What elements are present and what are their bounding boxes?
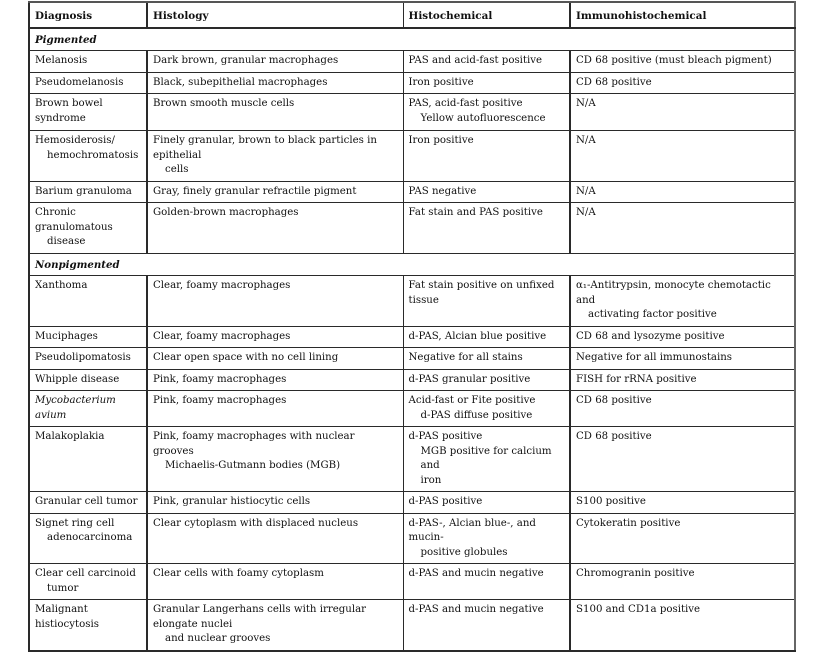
- table-row: [29, 564, 795, 600]
- cell-text-line: Negative for all stains: [408, 352, 523, 363]
- cell-diagnosis: [29, 369, 147, 391]
- cell-histochemical: [403, 513, 570, 564]
- cell-immunohistochemical: [570, 427, 795, 492]
- cell-diagnosis: [29, 513, 147, 564]
- cell-text-line: CD 68 positive: [576, 395, 652, 406]
- cell-histology: [147, 427, 403, 492]
- cell-text-line: α₁-Antitrypsin, monocyte chemotactic and: [576, 280, 771, 306]
- cell-text-line: Granular cell tumor: [35, 496, 138, 507]
- cell-text-line: hemochromatosis: [47, 149, 139, 161]
- cell-text-line: PAS, acid-fast positive: [408, 98, 523, 109]
- cell-text-line: Fat stain and PAS positive: [408, 207, 543, 218]
- table-row: [29, 391, 795, 427]
- cell-text-line: Muciphages: [35, 330, 98, 342]
- cell-histochemical: [403, 94, 570, 131]
- cell-diagnosis: [29, 326, 147, 348]
- table-row: [29, 326, 795, 348]
- cell-text-line: Iron positive: [408, 135, 474, 146]
- cell-text-line: Clear cytoplasm with displaced nucleus: [153, 517, 359, 529]
- cell-text-line: Clear, foamy macrophages: [153, 330, 291, 342]
- cell-text-line: Barium granuloma: [35, 185, 132, 197]
- cell-text-line: S100 positive: [576, 496, 646, 507]
- cell-text-line: Malakoplakia: [35, 431, 105, 442]
- cell-text-line: Golden-brown macrophages: [153, 207, 299, 218]
- cell-text-line: Brown bowel syndrome: [35, 98, 103, 124]
- cell-text-line: Pseudolipomatosis: [35, 352, 131, 363]
- cell-text-line: Cytokeratin positive: [576, 517, 681, 529]
- cell-histology: [147, 276, 403, 327]
- section-title: Pigmented: [29, 28, 795, 51]
- header-histology: Histology: [147, 2, 403, 28]
- cell-histology: [147, 326, 403, 348]
- cell-text-line: N/A: [576, 135, 596, 146]
- cell-immunohistochemical: [570, 203, 795, 254]
- cell-text-line: FISH for rRNA positive: [576, 373, 697, 385]
- cell-histochemical: [403, 369, 570, 391]
- table-row: [29, 72, 795, 94]
- cell-diagnosis: [29, 492, 147, 514]
- cell-text-line: Whipple disease: [35, 373, 120, 385]
- cell-histochemical: [403, 564, 570, 600]
- cell-histochemical: [403, 391, 570, 427]
- cell-text-line: d-PAS and mucin negative: [408, 568, 544, 579]
- cell-text-line: Hemosiderosis/: [35, 135, 115, 146]
- cell-histology: [147, 131, 403, 182]
- cell-text-line: disease: [47, 236, 86, 247]
- cell-text-line: Brown smooth muscle cells: [153, 98, 295, 109]
- cell-text-line: cells: [165, 164, 189, 175]
- cell-histology: [147, 181, 403, 203]
- diagnosis-table: [28, 1, 796, 652]
- cell-text-line: Chromogranin positive: [576, 568, 695, 579]
- cell-text-line: d-PAS, Alcian blue positive: [408, 330, 547, 342]
- cell-text-line: Clear, foamy macrophages: [153, 280, 291, 291]
- cell-text-line: CD 68 positive (must bleach pigment): [576, 55, 772, 66]
- cell-text-line: d-PAS granular positive: [408, 373, 531, 385]
- cell-immunohistochemical: [570, 72, 795, 94]
- cell-diagnosis: [29, 564, 147, 600]
- header-immunohistochemical: Immunohistochemical: [570, 2, 795, 28]
- cell-text-line: Fat stain positive on unfixed tissue: [408, 280, 555, 306]
- section-title: Nonpigmented: [29, 253, 795, 276]
- cell-histochemical: [403, 326, 570, 348]
- cell-text-line: Pink, foamy macrophages: [153, 395, 287, 406]
- cell-diagnosis: [29, 276, 147, 327]
- cell-text-line: Pseudomelanosis: [35, 76, 124, 88]
- cell-histology: [147, 348, 403, 370]
- cell-diagnosis: [29, 391, 147, 427]
- cell-diagnosis: [29, 203, 147, 254]
- cell-diagnosis: [29, 94, 147, 131]
- header-histochemical: Histochemical: [403, 2, 570, 28]
- cell-immunohistochemical: [570, 348, 795, 370]
- cell-text-line: Xanthoma: [35, 280, 88, 291]
- cell-text-line: Iron positive: [408, 76, 474, 88]
- cell-immunohistochemical: [570, 94, 795, 131]
- cell-immunohistochemical: [570, 513, 795, 564]
- cell-text-line: N/A: [576, 207, 596, 218]
- cell-text-line: Signet ring cell: [35, 517, 115, 529]
- cell-histochemical: [403, 276, 570, 327]
- cell-text-line: activating factor positive: [588, 309, 717, 320]
- cell-histochemical: [403, 51, 570, 73]
- cell-text-line: N/A: [576, 98, 596, 109]
- cell-histology: [147, 51, 403, 73]
- cell-text-line: Melanosis: [35, 55, 88, 66]
- cell-histochemical: [403, 348, 570, 370]
- cell-immunohistochemical: [570, 391, 795, 427]
- cell-immunohistochemical: [570, 131, 795, 182]
- cell-immunohistochemical: [570, 369, 795, 391]
- table-row: [29, 131, 795, 182]
- cell-histology: [147, 369, 403, 391]
- cell-histochemical: [403, 600, 570, 651]
- cell-text-line: Granular Langerhans cells with irregular elongate nuclei: [153, 604, 367, 630]
- table-row: [29, 203, 795, 254]
- cell-text-line: Clear cells with foamy cytoplasm: [153, 568, 324, 579]
- cell-diagnosis: [29, 51, 147, 73]
- cell-text-line: Gray, finely granular refractile pigment: [153, 185, 357, 197]
- cell-histology: [147, 72, 403, 94]
- table-row: [29, 427, 795, 492]
- cell-histology: [147, 492, 403, 514]
- cell-text-line: Dark brown, granular macrophages: [153, 55, 339, 66]
- table-header-row: [29, 2, 795, 28]
- cell-histology: [147, 513, 403, 564]
- table-row: [29, 348, 795, 370]
- cell-text-line: N/A: [576, 185, 596, 197]
- cell-text-line: iron: [420, 474, 442, 486]
- cell-histology: [147, 203, 403, 254]
- cell-text-line: PAS negative: [408, 185, 477, 197]
- cell-text-line: Chronic granulomatous: [35, 207, 113, 233]
- cell-immunohistochemical: [570, 492, 795, 514]
- cell-text-line: Clear cell carcinoid: [35, 568, 136, 579]
- table-row: [29, 369, 795, 391]
- cell-text-line: d-PAS and mucin negative: [408, 604, 544, 615]
- cell-diagnosis: [29, 600, 147, 651]
- header-diagnosis: Diagnosis: [29, 2, 147, 28]
- table-row: [29, 181, 795, 203]
- cell-text-line: Pink, foamy macrophages with nuclear grooves: [153, 431, 355, 457]
- cell-immunohistochemical: [570, 564, 795, 600]
- cell-text-line: Yellow autofluorescence: [420, 112, 546, 124]
- table-row: [29, 94, 795, 131]
- cell-text-line: PAS and acid-fast positive: [408, 55, 543, 66]
- cell-histochemical: [403, 181, 570, 203]
- cell-text-line: CD 68 positive: [576, 431, 652, 442]
- table-body: [29, 28, 795, 651]
- cell-histochemical: [403, 427, 570, 492]
- cell-histology: [147, 94, 403, 131]
- cell-histochemical: [403, 131, 570, 182]
- cell-text-line: CD 68 positive: [576, 76, 652, 88]
- cell-histochemical: [403, 203, 570, 254]
- cell-histology: [147, 564, 403, 600]
- cell-text-line: Finely granular, brown to black particles in epithelial: [153, 135, 377, 161]
- cell-diagnosis: [29, 181, 147, 203]
- cell-text-line: S100 and CD1a positive: [576, 604, 701, 615]
- cell-text-line: MGB positive for calcium and: [420, 445, 552, 471]
- cell-text-line: tumor: [47, 582, 79, 594]
- cell-text-line: positive globules: [420, 546, 508, 558]
- cell-histology: [147, 391, 403, 427]
- cell-text-line: Michaelis-Gutmann bodies (MGB): [165, 460, 341, 471]
- cell-immunohistochemical: [570, 326, 795, 348]
- cell-immunohistochemical: [570, 181, 795, 203]
- cell-immunohistochemical: [570, 600, 795, 651]
- section-row: [29, 28, 795, 51]
- section-row: [29, 253, 795, 276]
- cell-text-line: Mycobacterium avium: [35, 395, 116, 421]
- cell-immunohistochemical: [570, 51, 795, 73]
- cell-text-line: Pink, granular histiocytic cells: [153, 496, 311, 507]
- cell-histology: [147, 600, 403, 651]
- cell-text-line: d-PAS positive: [408, 496, 483, 507]
- cell-text-line: d-PAS diffuse positive: [420, 409, 533, 421]
- table-row: [29, 600, 795, 651]
- cell-text-line: d-PAS-, Alcian blue-, and mucin-: [408, 517, 536, 543]
- table-row: [29, 492, 795, 514]
- cell-text-line: and nuclear grooves: [165, 633, 271, 644]
- cell-text-line: CD 68 and lysozyme positive: [576, 330, 725, 342]
- cell-immunohistochemical: [570, 276, 795, 327]
- cell-text-line: Acid-fast or Fite positive: [408, 395, 536, 406]
- cell-diagnosis: [29, 348, 147, 370]
- cell-diagnosis: [29, 131, 147, 182]
- cell-text-line: Black, subepithelial macrophages: [153, 76, 328, 88]
- cell-diagnosis: [29, 427, 147, 492]
- table-row: [29, 51, 795, 73]
- cell-diagnosis: [29, 72, 147, 94]
- table-row: [29, 276, 795, 327]
- cell-text-line: d-PAS positive: [408, 431, 483, 442]
- cell-text-line: Malignant histiocytosis: [35, 604, 99, 630]
- cell-text-line: Clear open space with no cell lining: [153, 352, 339, 363]
- cell-text-line: Negative for all immunostains: [576, 352, 733, 363]
- table-row: [29, 513, 795, 564]
- cell-text-line: Pink, foamy macrophages: [153, 373, 287, 385]
- cell-histochemical: [403, 72, 570, 94]
- cell-histochemical: [403, 492, 570, 514]
- cell-text-line: adenocarcinoma: [47, 532, 133, 543]
